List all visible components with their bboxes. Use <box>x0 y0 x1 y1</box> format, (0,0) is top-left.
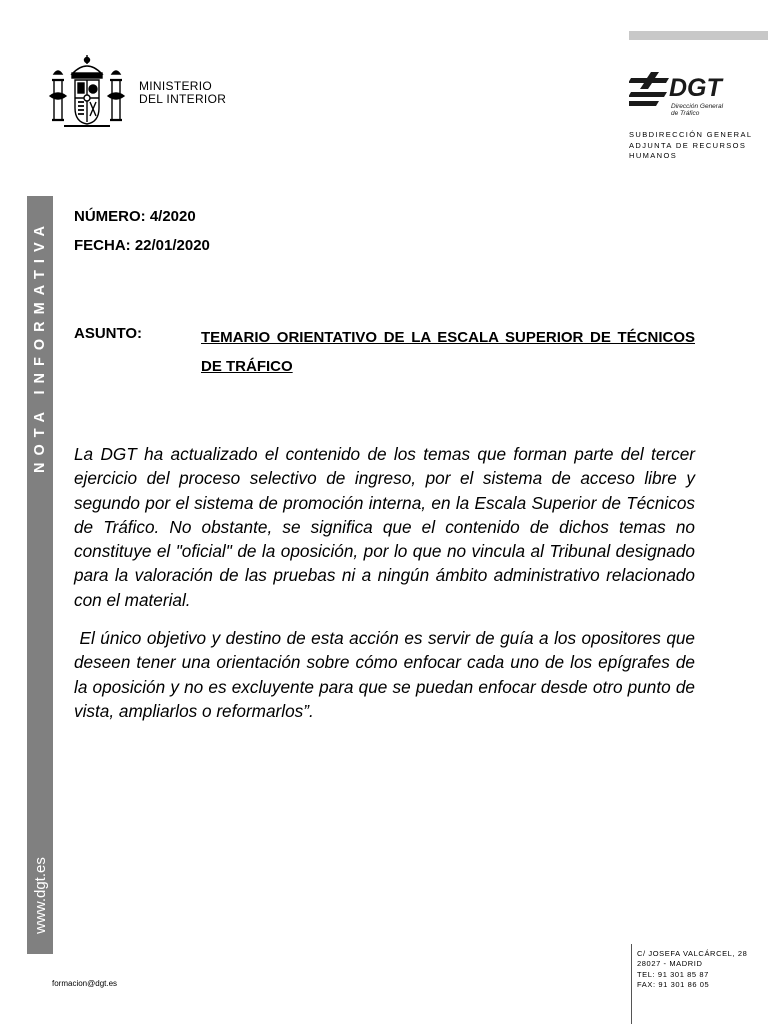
top-decorative-bar <box>629 31 768 40</box>
subdireccion-line-1: SUBDIRECCIÓN GENERAL <box>629 130 753 139</box>
document-number: NÚMERO: 4/2020 <box>74 208 196 225</box>
address-fax: FAX: 91 301 86 05 <box>637 979 710 989</box>
dgt-logo-icon <box>629 68 739 118</box>
coat-of-arms-icon <box>48 52 126 130</box>
website-link[interactable]: www.dgt.es <box>31 856 49 934</box>
subdireccion-block <box>629 130 752 162</box>
dgt-logo-subtitle-2: de Tráfico <box>671 110 700 117</box>
ministry-line-2: DEL INTERIOR <box>139 92 227 106</box>
body-paragraph-1: La DGT ha actualizado el contenido de los temas que forman parte del tercer ejercicio del proceso selectivo de ingreso, por el sistema de acceso libre y segundo por el sistema de promoción interna, en la Escala Superior de Técnicos de Tráfico. No obstante, se significa que el contenido de dichos temas no constituye el "oficial" de la oposición, por lo que no vincula al Tribunal designado para la valoración de las pruebas ni a ningún ámbito administrativo relacionado con el material. <box>74 444 695 610</box>
footer-address <box>637 949 747 990</box>
footer-email-link[interactable]: formacion@dgt.es <box>52 979 118 988</box>
dgt-logo-subtitle-1: Dirección General <box>671 103 724 110</box>
address-city: 28027 - MADRID <box>637 959 703 969</box>
footer-divider <box>631 944 632 1024</box>
subdireccion-line-2: ADJUNTA DE RECURSOS <box>629 140 747 150</box>
address-street: C/ JOSEFA VALCÁRCEL, 28 <box>637 949 748 958</box>
document-date: FECHA: 22/01/2020 <box>74 237 210 254</box>
subject-text: TEMARIO ORIENTATIVO DE LA ESCALA SUPERIOR DE TÉCNICOS DE TRÁFICO <box>201 329 695 375</box>
side-band-title <box>27 196 53 496</box>
ministry-name <box>139 80 226 106</box>
ministry-line-1: MINISTERIO <box>139 79 213 93</box>
address-phone: TEL: 91 301 85 87 <box>637 969 709 979</box>
subject-label: ASUNTO: <box>74 325 143 342</box>
side-band-url <box>27 840 53 950</box>
dgt-logo-wordmark: DGT <box>669 74 722 102</box>
nota-informativa-label: NOTA INFORMATIVA <box>32 218 48 474</box>
body-paragraph-2: El único objetivo y destino de esta acción es servir de guía a los opositores que deseen tener una orientación sobre cómo enfocar cada uno de los epígrafes de la oposición y no es excluyente para que se puedan enfocar desde otro punto de vista, ampliarlos o reformarlos”. <box>74 628 700 721</box>
subdireccion-line-3: HUMANOS <box>629 151 678 160</box>
